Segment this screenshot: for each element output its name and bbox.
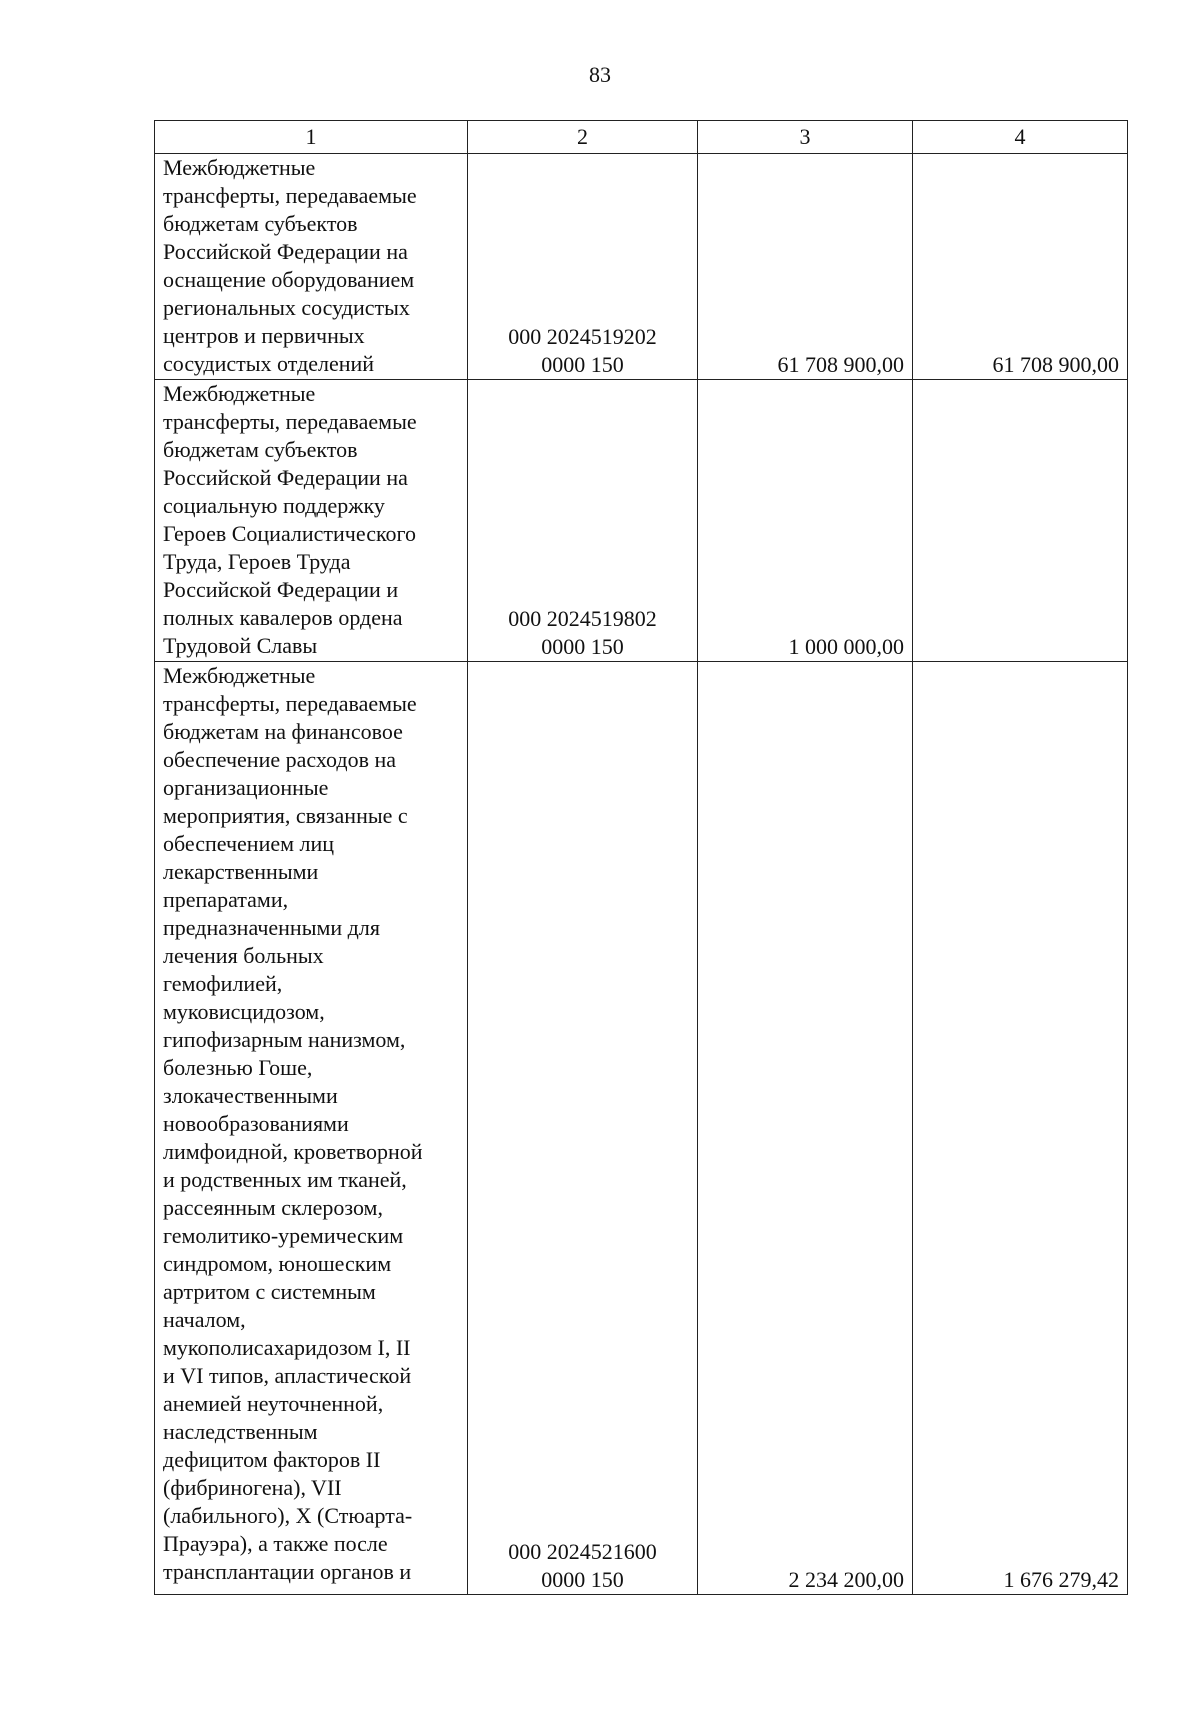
row-code-cell: 000 2024519202 0000 150: [468, 154, 698, 380]
header-cell-4: 4: [913, 121, 1128, 154]
header-cell-1: 1: [155, 121, 468, 154]
row-code-cell: 000 2024519802 0000 150: [468, 380, 698, 662]
row-amount-col4: 61 708 900,00: [913, 154, 1128, 380]
row-amount-col3: 2 234 200,00: [698, 662, 913, 1595]
budget-table: [154, 120, 1128, 1595]
header-cell-2: 2: [468, 121, 698, 154]
table-header-row: [155, 121, 1128, 154]
page-number: 83: [589, 62, 611, 87]
row-name-cell: Межбюджетные трансферты, передаваемые бюджетам субъектов Российской Федерации на социальную поддержку Героев Социалистического Труда, Героев Труда Российской Федерации и полных кавалеров ордена Трудовой Славы: [155, 380, 468, 662]
row-amount-col3: 1 000 000,00: [698, 380, 913, 662]
row-amount-col3: 61 708 900,00: [698, 154, 913, 380]
row-name-cell: Межбюджетные трансферты, передаваемые бюджетам субъектов Российской Федерации на оснащение оборудованием региональных сосудистых центров и первичных сосудистых отделений: [155, 154, 468, 380]
table-row: [155, 380, 1128, 662]
table-row: [155, 154, 1128, 380]
row-amount-col4: 1 676 279,42: [913, 662, 1128, 1595]
row-amount-col4: [913, 380, 1128, 662]
row-code-cell: 000 2024521600 0000 150: [468, 662, 698, 1595]
header-cell-3: 3: [698, 121, 913, 154]
row-name-cell: Межбюджетные трансферты, передаваемые бюджетам на финансовое обеспечение расходов на организационные мероприятия, связанные с обеспечением лиц лекарственными препаратами, предназначенными для лечения больных гемофилией, муковисцидозом, гипофизарным нанизмом, болезнью Гоше, злокачественными новообразованиями лимфоидной, кроветворной и родственных им тканей, рассеянным склерозом, гемолитико-уремическим синдромом, юношеским артритом с системным началом, мукополисахаридозом I, II и VI типов, апластической анемией неуточненной, наследственным дефицитом факторов II (фибриногена), VII (лабильного), X (Стюарта- Прауэра), а также после трансплантации органов и: [155, 662, 468, 1595]
table-row: [155, 662, 1128, 1595]
